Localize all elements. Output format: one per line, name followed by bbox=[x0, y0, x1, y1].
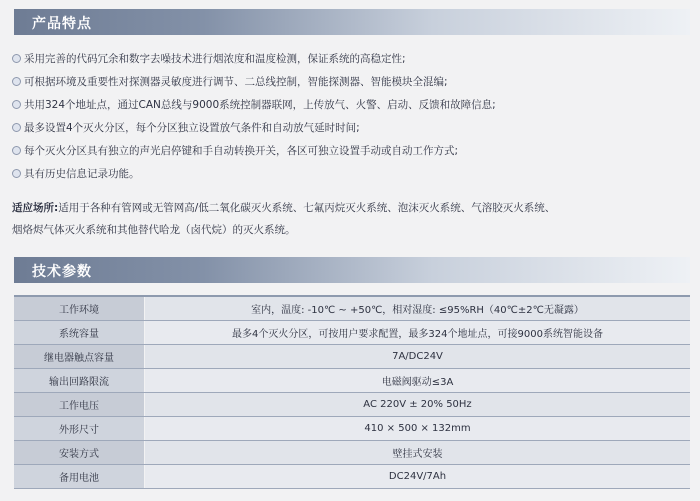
table-row bbox=[14, 321, 690, 345]
feature-text: 最多设置4个灭火分区，每个分区独立设置放气条件和自动放气延时时间; bbox=[24, 122, 360, 134]
feature-item bbox=[12, 71, 692, 94]
feature-text: 共用324个地址点，通过CAN总线与9000系统控制器联网，上传放气、火警、启动、反馈和故障信息; bbox=[24, 99, 496, 111]
feature-text: 可根据环境及重要性对探测器灵敏度进行调节、二总线控制，智能探测器、智能模块全混编; bbox=[24, 76, 448, 88]
spec-key: 安装方式 bbox=[14, 441, 145, 464]
feature-item bbox=[12, 163, 692, 186]
bullet-icon bbox=[12, 123, 21, 132]
feature-item bbox=[12, 48, 692, 71]
bullet-icon bbox=[12, 54, 21, 63]
application-label: 适应场所: bbox=[12, 202, 59, 214]
spec-value: DC24V/7Ah bbox=[145, 465, 690, 488]
spec-value: 7A/DC24V bbox=[145, 345, 690, 368]
feature-item bbox=[12, 94, 692, 117]
table-row bbox=[14, 441, 690, 465]
table-row bbox=[14, 345, 690, 369]
specs-section-header bbox=[14, 257, 690, 283]
spec-key: 工作环境 bbox=[14, 297, 145, 320]
spec-key: 外形尺寸 bbox=[14, 417, 145, 440]
feature-text: 每个灭火分区具有独立的声光启停键和手自动转换开关，各区可独立设置手动或自动工作方式; bbox=[24, 145, 459, 157]
bullet-icon bbox=[12, 146, 21, 155]
spec-key: 输出回路限流 bbox=[14, 369, 145, 392]
specs-table bbox=[14, 295, 690, 489]
spec-value: 410 × 500 × 132mm bbox=[145, 417, 690, 440]
table-row bbox=[14, 297, 690, 321]
table-row bbox=[14, 369, 690, 393]
spec-value: 室内，温度: -10℃ ~ +50℃，相对湿度: ≤95%RH（40℃±2℃无凝露） bbox=[145, 297, 690, 320]
spec-value: AC 220V ± 20% 50Hz bbox=[145, 393, 690, 416]
application-paragraph bbox=[12, 197, 692, 241]
table-row bbox=[14, 417, 690, 441]
feature-item bbox=[12, 117, 692, 140]
spec-key: 继电器触点容量 bbox=[14, 345, 145, 368]
spec-value: 最多4个灭火分区，可按用户要求配置，最多324个地址点，可接9000系统智能设备 bbox=[145, 321, 690, 344]
table-row bbox=[14, 465, 690, 489]
spec-value: 壁挂式安装 bbox=[145, 441, 690, 464]
features-section-title: 产品特点 bbox=[32, 16, 92, 32]
spec-key: 备用电池 bbox=[14, 465, 145, 488]
features-section-header bbox=[14, 9, 690, 35]
feature-item bbox=[12, 140, 692, 163]
bullet-icon bbox=[12, 77, 21, 86]
bullet-icon bbox=[12, 100, 21, 109]
feature-text: 具有历史信息记录功能。 bbox=[24, 168, 140, 180]
specs-section-title: 技术参数 bbox=[32, 264, 92, 280]
spec-key: 工作电压 bbox=[14, 393, 145, 416]
bullet-icon bbox=[12, 169, 21, 178]
feature-list bbox=[12, 48, 692, 186]
spec-value: 电磁阀驱动≤3A bbox=[145, 369, 690, 392]
application-line-1: 适用于各种有管网或无管网高/低二氧化碳灭火系统、七氟丙烷灭火系统、泡沫灭火系统、气溶胶灭火系统、 bbox=[58, 202, 556, 214]
table-row bbox=[14, 393, 690, 417]
spec-key: 系统容量 bbox=[14, 321, 145, 344]
application-line-2: 烟烙烬气体灭火系统和其他替代哈龙（卤代烷）的灭火系统。 bbox=[12, 224, 296, 236]
feature-text: 采用完善的代码冗余和数字去噪技术进行烟浓度和温度检测，保证系统的高稳定性; bbox=[24, 53, 406, 65]
